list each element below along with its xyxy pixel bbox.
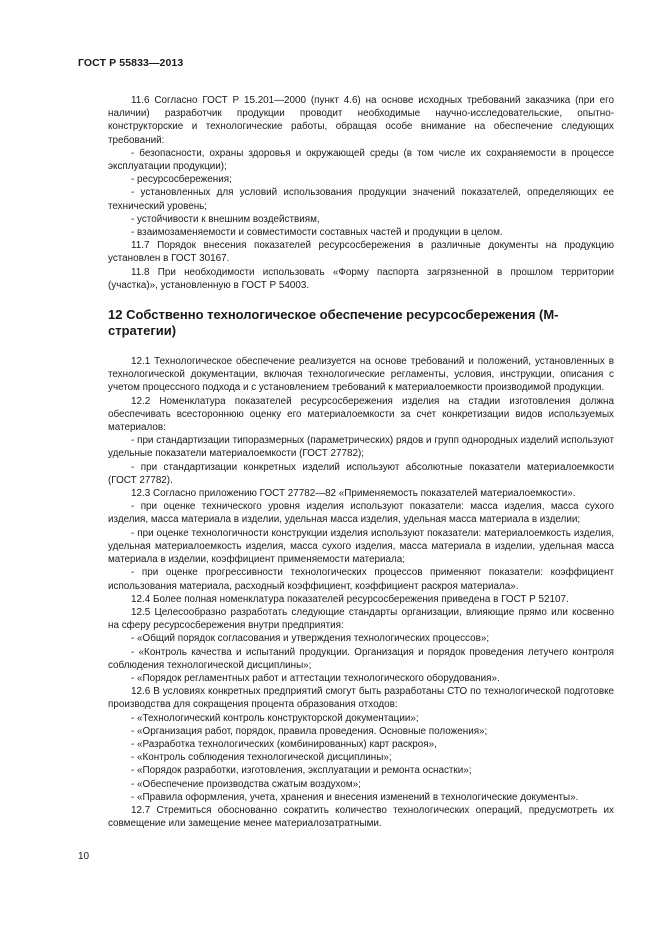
list-item: - при оценке технологичности конструкции изделия используют показатели: материалоемкость изделия, удельная материалоемкость изделия, масса сухого изделия, масса материала в изделии, удельная масса материала в изделии, коэффициент применяемости материала; xyxy=(108,527,614,566)
paragraph: 12.6 В условиях конкретных предприятий смогут быть разработаны СТО по технологической подготовке производства для сокращения процента образования отходов: xyxy=(108,686,614,711)
list-item: - при оценке технического уровня изделия используют показатели: масса изделия, масса сухого изделия, масса материала в изделии, удельная масса изделия, удельная масса материала в изделии; xyxy=(108,501,614,526)
section-12-title: 12 Собственно технологическое обеспечение ресурсосбережения (М-стратегии) xyxy=(108,307,559,339)
paragraph: 12.3 Согласно приложению ГОСТ 27782—82 «Применяемость показателей материалоемкости». xyxy=(131,488,576,500)
list-item: - «Организация работ, порядок, правила проведения. Основные положения»; xyxy=(131,725,488,737)
list-item: - установленных для условий использования продукции значений показателей, определяющих ее технический уровень; xyxy=(108,187,614,212)
document-header: ГОСТ Р 55833—2013 xyxy=(78,57,184,69)
list-item: - безопасности, охраны здоровья и окружающей среды (в том числе их сохраняемости в процессе эксплуатации продукции); xyxy=(108,147,614,173)
paragraph: 12.2 Номенклатура показателей ресурсосбережения изделия на стадии изготовления должна обеспечивать всестороннюю оценку его материалоемкости за счет конкретизации видов используемых материалов: xyxy=(108,395,614,434)
list-item: - «Правила оформления, учета, хранения и внесения изменений в технологические документы». xyxy=(131,791,579,803)
list-item: - «Контроль соблюдения технологической дисциплины»; xyxy=(131,752,392,764)
paragraph: 11.7 Порядок внесения показателей ресурсосбережения в различные документы на продукцию установлен в ГОСТ 30167. xyxy=(108,240,614,265)
list-item: - «Общий порядок согласования и утверждения технологических процессов»; xyxy=(131,633,490,645)
list-item: - ресурсосбережения; xyxy=(131,174,232,186)
paragraph: 12.4 Более полная номенклатура показателей ресурсосбережения приведена в ГОСТ Р 52107. xyxy=(131,593,569,605)
list-item: - устойчивости к внешним воздействиям, xyxy=(131,213,320,225)
paragraph: 11.8 При необходимости использовать «Форму паспорта загрязненной в прошлом территории (участка)», установленную в ГОСТ Р 54003. xyxy=(108,266,614,291)
list-item: - при стандартизации конкретных изделий используют абсолютные показатели материалоемкости (ГОСТ 27782). xyxy=(108,461,614,486)
paragraph: 11.6 Согласно ГОСТ Р 15.201—2000 (пункт 4.6) на основе исходных требований заказчика (при его наличии) разработчик продукции проводит необходимые научно-исследовательские, опытно-конструкторские и технологические работы, обращая особе внимание на обеспечение следующих требований: xyxy=(108,95,614,146)
list-item: - «Технологический контроль конструкторской документации»; xyxy=(131,712,419,724)
list-item: - «Разработка технологических (комбинированных) карт раскроя», xyxy=(131,738,437,750)
list-item: - «Контроль качества и испытаний продукции. Организация и порядок проведения летучего контроля соблюдения технологической дисциплины»; xyxy=(108,646,614,671)
list-item: - «Обеспечение производства сжатым воздухом»; xyxy=(131,778,361,790)
paragraph: 12.7 Стремиться обоснованно сократить количество технологических операций, предусмотреть их совмещение или замещение менее материалозатратными. xyxy=(108,804,614,830)
section-11-tail xyxy=(108,94,614,292)
paragraph: 12.5 Целесообразно разработать следующие стандарты организации, влияющие прямо или косвенно на сферу ресурсосбережения внутри предприятия: xyxy=(108,606,614,632)
list-item: - при оценке прогрессивности технологических процессов применяют показатели: коэффициент использования материала, расходный коэффициент, коэффициент раскроя материала». xyxy=(108,567,614,592)
list-item: - «Порядок регламентных работ и аттестации технологического оборудования». xyxy=(131,672,500,684)
paragraph: 12.1 Технологическое обеспечение реализуется на основе требований и положений, установленных в технологической документации, включая технологические регламенты, условия, инструкции, описания с учетом процессного подхода и с установлением требований к материалоемкости производимой продукции. xyxy=(108,356,614,394)
section-12-body xyxy=(108,355,614,830)
page-number: 10 xyxy=(78,851,90,862)
document-body xyxy=(108,94,614,830)
list-item: - взаимозаменяемости и совместимости составных частей и продукции в целом. xyxy=(131,227,503,239)
list-item: - при стандартизации типоразмерных (параметрических) рядов и групп однородных изделий используют удельные показатели материалоемкости (ГОСТ 27782); xyxy=(108,435,614,460)
list-item: - «Порядок разработки, изготовления, эксплуатации и ремонта оснастки»; xyxy=(131,765,472,777)
